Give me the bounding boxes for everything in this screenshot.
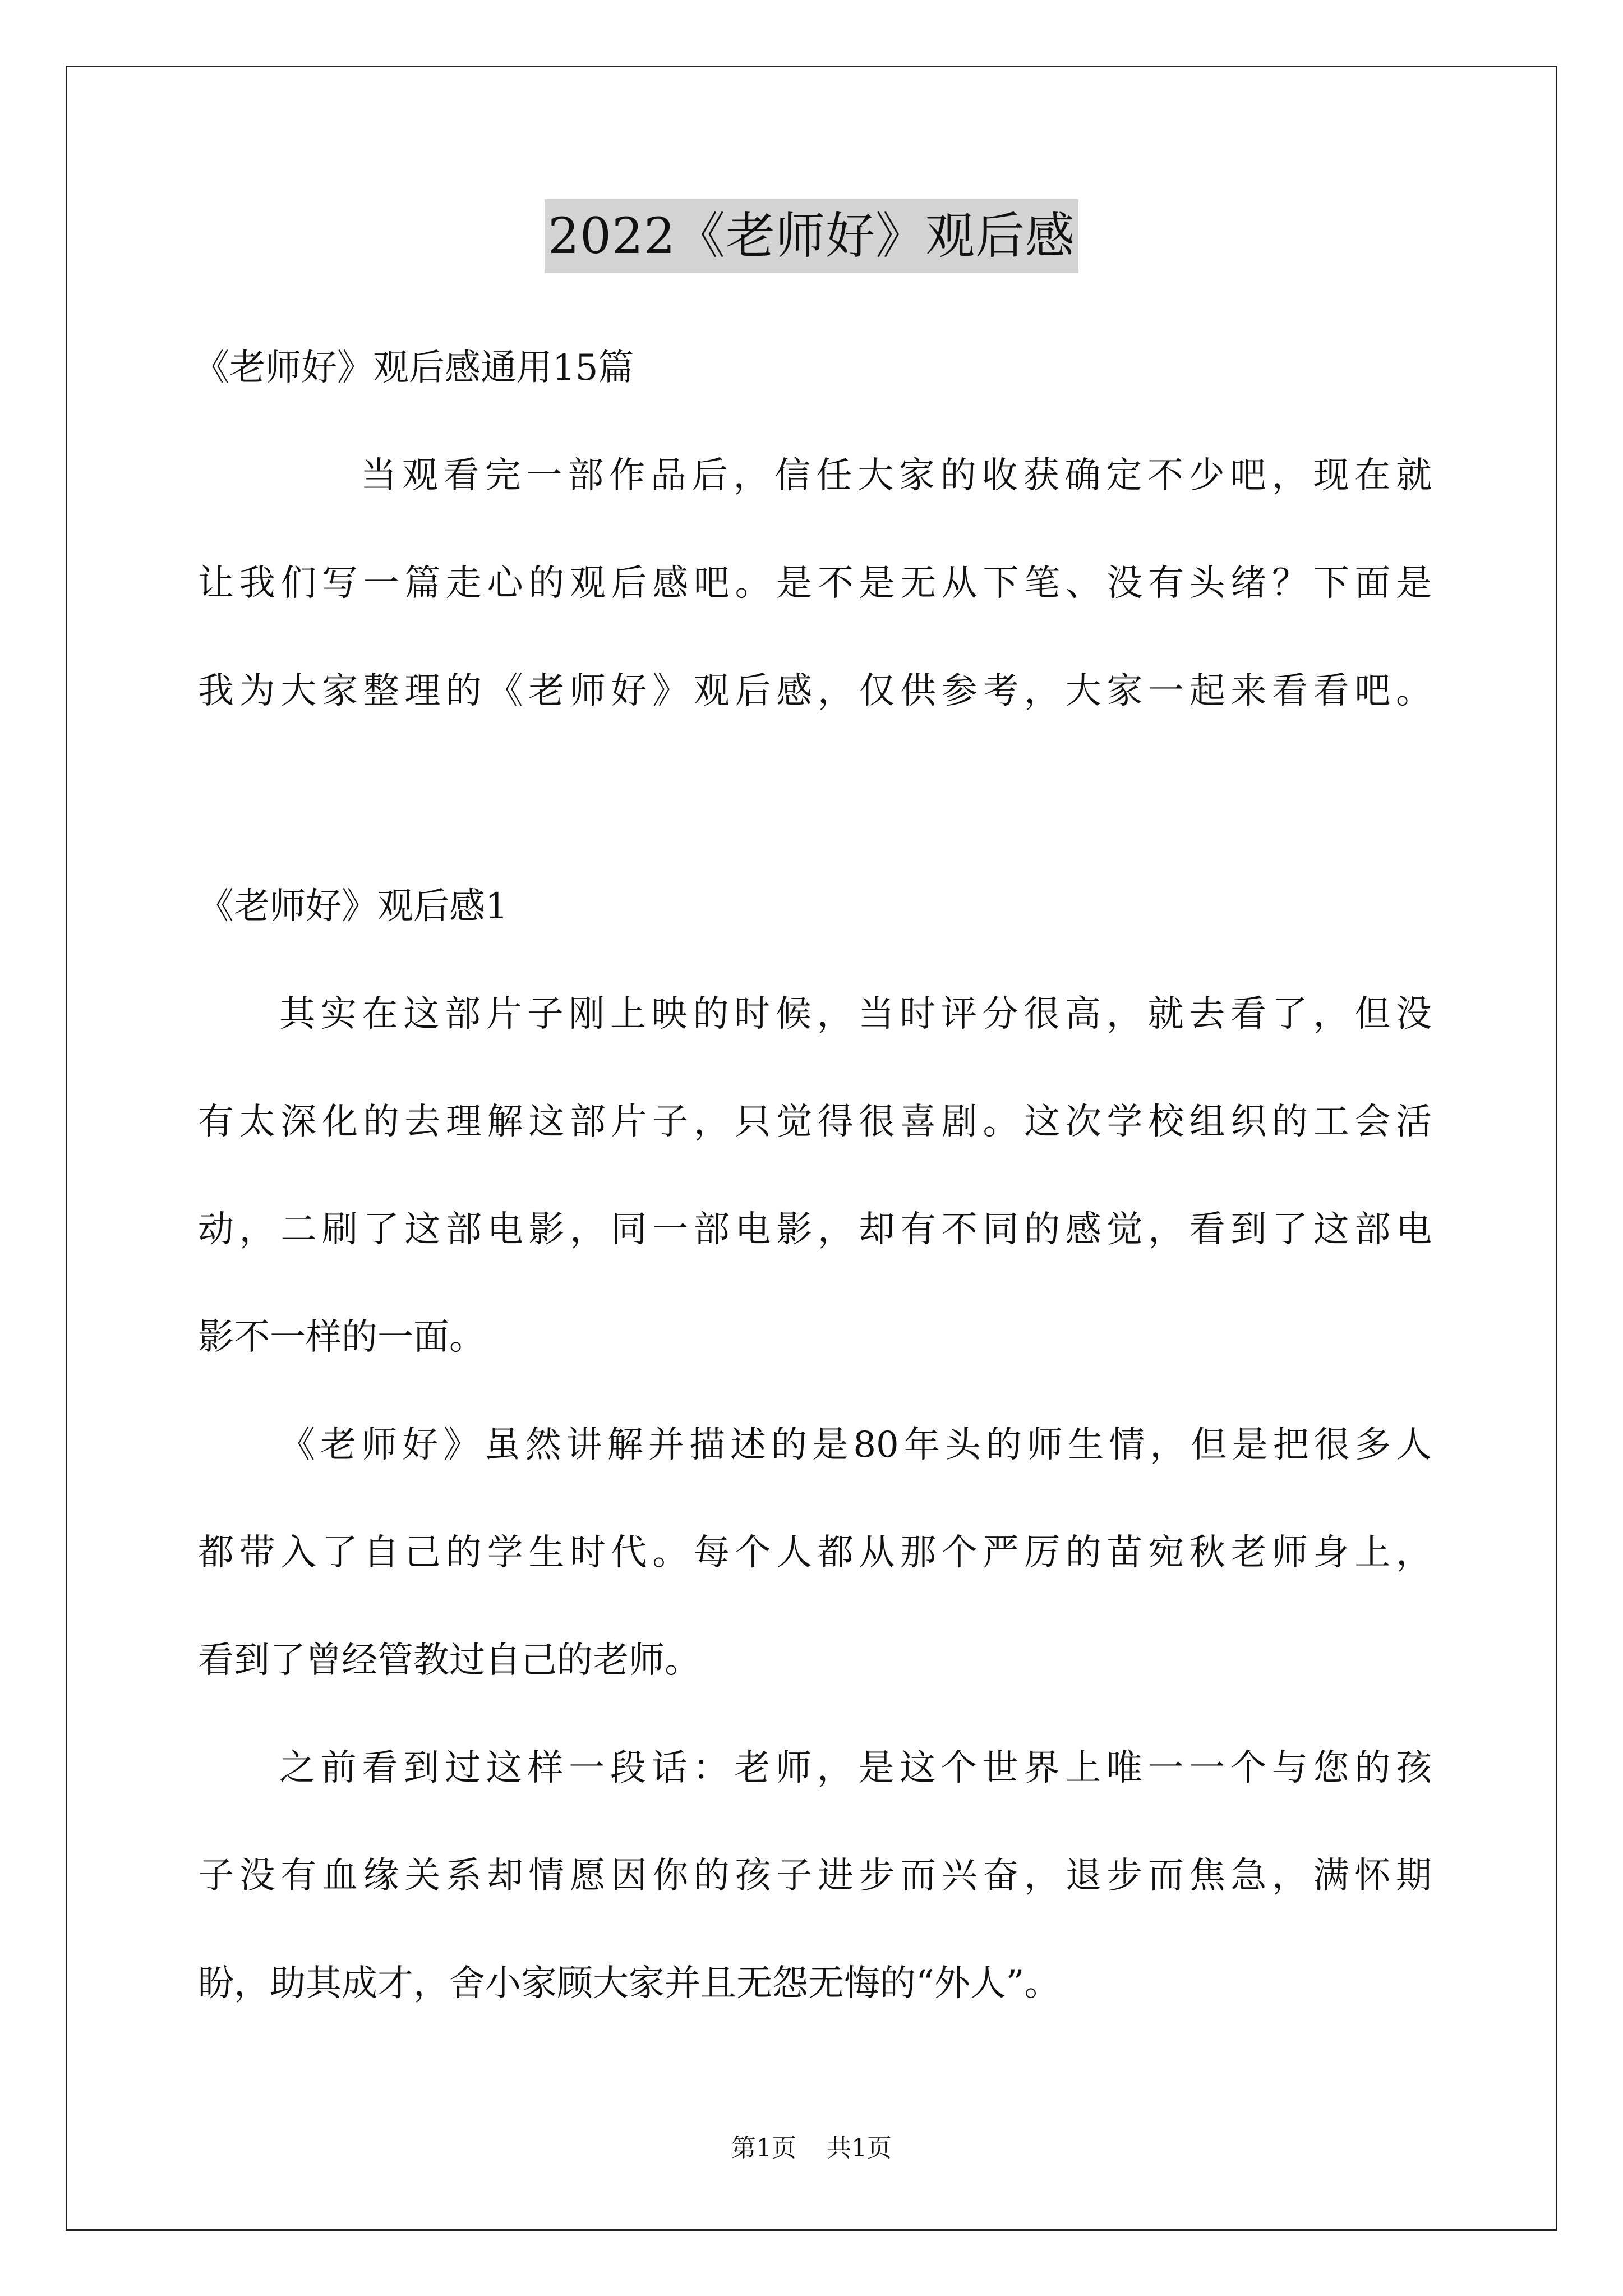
document-subtitle: 《老师好》观后感通用15篇: [193, 347, 634, 389]
page-count: 共1页: [827, 2134, 892, 2162]
paragraph-line: 《老师好》虽然讲解并描述的是80年头的师生情，但是把很多人: [279, 1424, 1432, 1466]
intro-line: 当观看完一部作品后，信任大家的收获确定不少吧，现在就: [361, 455, 1432, 496]
intro-line: 让我们写一篇走心的观后感吧。是不是无从下笔、没有头绪？下面是: [198, 563, 1432, 604]
paragraph-line: 子没有血缘关系却情愿因你的孩子进步而兴奋，退步而焦急，满怀期: [198, 1855, 1432, 1897]
paragraph-line: 其实在这部片子刚上映的时候，当时评分很高，就去看了，但没: [279, 993, 1432, 1035]
document-title: 2022《老师好》观后感: [545, 199, 1078, 273]
section-heading: 《老师好》观后感1: [198, 886, 508, 927]
paragraph-line: 之前看到过这样一段话：老师，是这个世界上唯一一个与您的孩: [279, 1747, 1432, 1789]
title-container: [0, 199, 1623, 273]
paragraph-line: 影不一样的一面。: [198, 1317, 485, 1358]
page-footer: [0, 2132, 1623, 2165]
document-body: [193, 314, 1432, 2037]
paragraph-line: 看到了曾经管教过自己的老师。: [198, 1640, 700, 1681]
intro-line: 我为大家整理的《老师好》观后感，仅供参考，大家一起来看看吧。: [198, 670, 1432, 712]
paragraph-line: 有太深化的去理解这部片子，只觉得很喜剧。这次学校组织的工会活: [198, 1101, 1432, 1143]
paragraph-line: 动，二刷了这部电影，同一部电影，却有不同的感觉，看到了这部电: [198, 1209, 1432, 1250]
page-number: 第1页: [731, 2134, 796, 2162]
spacer: [198, 745, 1432, 853]
paragraph-line: 盼，助其成才，舍小家顾大家并且无怨无悔的“外人”。: [198, 1963, 1061, 2004]
paragraph-line: 都带入了自己的学生时代。每个人都从那个严厉的苗宛秋老师身上，: [198, 1532, 1432, 1573]
